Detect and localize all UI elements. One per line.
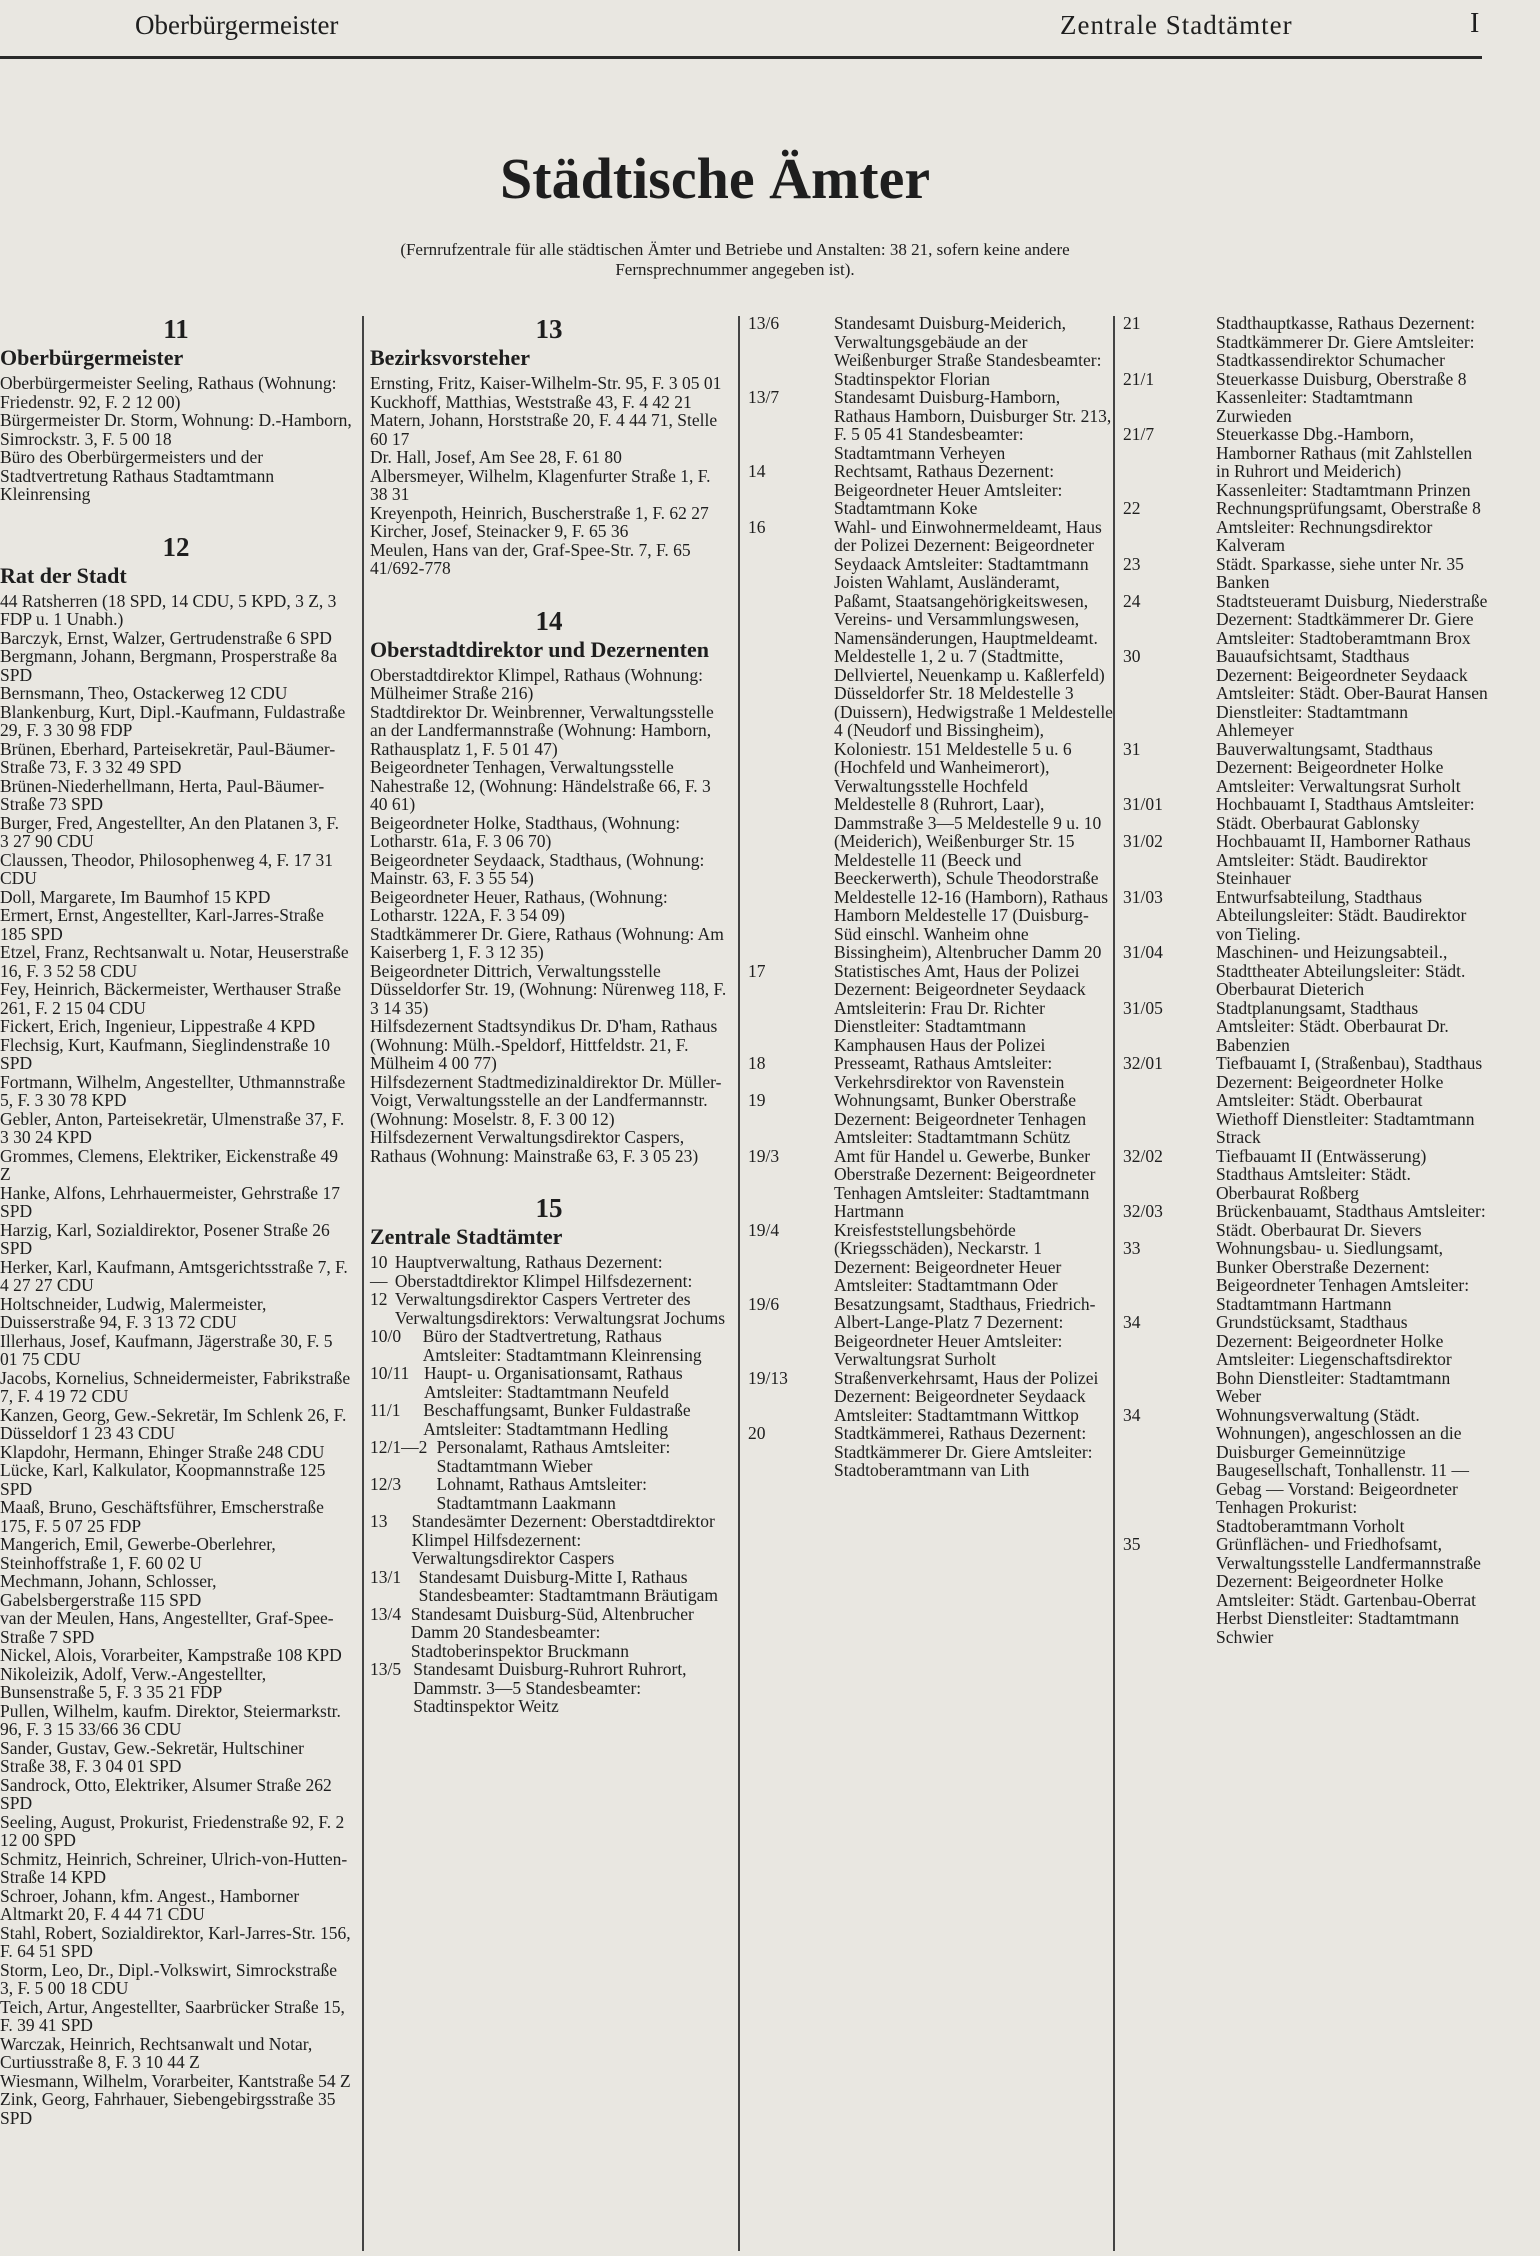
directory-entry: Nickel, Alois, Vorarbeiter, Kampstraße 108 KPD — [0, 1645, 342, 1665]
office-row — [748, 1147, 1113, 1221]
directory-entry: Kanzen, Georg, Gew.-Sekretär, Im Schlenk 26, F. Düsseldorf 1 23 43 CDU — [0, 1404, 347, 1443]
office-code: 30 — [1123, 646, 1141, 666]
directory-entry: Hanke, Alfons, Lehrhauermeister, Gehrstraße 17 SPD — [0, 1182, 340, 1221]
office-row — [1123, 999, 1488, 1055]
directory-entry: Bergmann, Johann, Bergmann, Prosperstraße 8a SPD — [0, 646, 338, 685]
directory-entry: Beigeordneter Seydaack, Stadthaus, (Wohnung: Mainstr. 63, F. 3 55 54) — [370, 849, 705, 888]
directory-entry: Fey, Heinrich, Bäckermeister, Werthauser Straße 261, F. 2 15 04 CDU — [0, 979, 341, 1018]
directory-entry: Stadtdirektor Dr. Weinbrenner, Verwaltungsstelle an der Landfermannstraße (Wohnung: Hamborn, Rathausplatz 1, F. 5 01 47) — [370, 701, 714, 759]
office-text: Entwurfsabteilung, Stadthaus Abteilungsleiter: Städt. Baudirektor von Tieling. — [1216, 886, 1467, 944]
office-row — [748, 962, 1113, 1055]
office-row — [370, 1438, 728, 1475]
directory-entry: Hilfsdezernent Stadtsyndikus Dr. D'ham, Rathaus (Wohnung: Mülh.-Speldorf, Hittfeldstr. 21, F. Mülheim 4 00 77) — [370, 1016, 718, 1073]
office-code: 13/4 — [370, 1603, 402, 1624]
directory-entry: Wiesmann, Wilhelm, Vorarbeiter, Kantstraße 54 Z — [0, 2070, 351, 2091]
column-divider — [1113, 316, 1115, 2251]
page-title: Städtische Ämter — [500, 146, 931, 211]
office-code: 16 — [748, 516, 766, 537]
office-text: Standesamt Duisburg-Süd, Altenbrucher Damm 20 Standesbeamter: Stadtoberinspektor Bruckmann — [410, 1603, 694, 1661]
column-3 — [748, 314, 1113, 1480]
directory-entry: Herker, Karl, Kaufmann, Amtsgerichtsstraße 7, F. 4 27 27 CDU — [0, 1256, 348, 1295]
directory-entry: Nikoleizik, Adolf, Verw.-Angestellter, Bunsenstraße 5, F. 3 35 21 FDP — [0, 1663, 267, 1702]
directory-entry: Stahl, Robert, Sozialdirektor, Karl-Jarres-Str. 156, F. 64 51 SPD — [0, 1922, 351, 1961]
office-text: Steuerkasse Duisburg, Oberstraße 8 Kassenleiter: Stadtamtmann Zurwieden — [1216, 368, 1467, 426]
directory-entry: Claussen, Theodor, Philosophenweg 4, F. 17 31 CDU — [0, 849, 333, 888]
office-code: 12/3 — [370, 1474, 402, 1494]
section-11-title: Oberbürgermeister — [0, 345, 184, 370]
office-text: Standesamt Duisburg-Meiderich, Verwaltungsgebäude an der Weißenburger Straße Standesbeamter: Stadtinspektor Florian — [834, 313, 1102, 389]
office-row — [1123, 795, 1488, 832]
office-row — [1123, 555, 1488, 592]
office-row — [1123, 1406, 1488, 1536]
office-row — [748, 314, 1113, 388]
header-left: Oberbürgermeister — [135, 10, 339, 40]
office-text: Wohnungsbau- u. Siedlungsamt, Bunker Oberstraße Dezernent: Beigeordneter Tenhagen Amtsleiter: Stadtamtmann Hartmann — [1216, 1238, 1470, 1314]
office-code: 32/02 — [1123, 1145, 1163, 1166]
directory-entry: 44 Ratsherren (18 SPD, 14 CDU, 5 KPD, 3 Z, 3 FDP u. 1 Unabh.) — [0, 590, 337, 629]
directory-entry: Kreyenpoth, Heinrich, Buscherstraße 1, F. 62 27 — [370, 502, 709, 523]
office-row — [1123, 499, 1488, 555]
office-text: Bauverwaltungsamt, Stadthaus Dezernent: Beigeordneter Holke Amtsleiter: Verwaltungsrat Surholt — [1216, 738, 1461, 796]
directory-entry: Holtschneider, Ludwig, Malermeister, Duisserstraße 94, F. 3 13 72 CDU — [0, 1293, 267, 1332]
office-code: 13/7 — [748, 387, 780, 407]
directory-entry: Zink, Georg, Fahrhauer, Siebengebirgsstraße 35 SPD — [0, 2089, 336, 2128]
office-code: 18 — [748, 1053, 766, 1073]
section-13-title: Bezirksvorsteher — [370, 345, 531, 370]
office-row — [1123, 1202, 1488, 1239]
column-divider — [362, 316, 364, 2251]
office-code: 32/01 — [1123, 1053, 1163, 1073]
office-row — [1123, 647, 1488, 740]
office-row — [1123, 943, 1488, 999]
directory-entry: Harzig, Karl, Sozialdirektor, Posener Straße 26 SPD — [0, 1219, 330, 1258]
directory-entry: Illerhaus, Josef, Kaufmann, Jägerstraße 30, F. 5 01 75 CDU — [0, 1330, 333, 1369]
directory-entry: Gebler, Anton, Parteisekretär, Ulmenstraße 37, F. 3 30 24 KPD — [0, 1108, 345, 1147]
office-row — [1123, 592, 1488, 648]
directory-entry: van der Meulen, Hans, Angestellter, Graf-Spee-Straße 7 SPD — [0, 1608, 334, 1647]
office-text: Brückenbauamt, Stadthaus Amtsleiter: Städt. Oberbaurat Dr. Sievers — [1216, 1201, 1486, 1240]
office-text: Wahl- und Einwohnermeldeamt, Haus der Polizei Dezernent: Beigeordneter Seydaack Amtsleiter: Stadtamtmann Joisten Wahlamt, Ausländeramt, Paßamt, Staatsangehörigkeitswesen, Vereins- und Versammlungswesen, Namensänderungen, Hauptmeldeamt. Meldestelle 1, 2 u. 7 (Stadtmitte, Dellviertel, Neuenkamp u. Kaßlerfeld) Düsseldorfer Str. 18 Meldestelle 3 (Duissern), Hedwigstraße 1 Meldestelle 4 (Neudorf und Bissingheim), Koloniestr. 151 Meldestelle 5 u. 6 (Hochfeld und Wanheimerort), Verwaltungsstelle Hochfeld Meldestelle 8 (Ruhrort, Laar), Dammstraße 3—5 Meldestelle 9 u. 10 (Meiderich), Weißenburger Str. 15 Meldestelle 11 (Beeck und Beeckerwerth), Schule Theodorstraße Meldestelle 12-16 (Hamborn), Rathaus Hamborn Meldestelle 17 (Duisburg-Süd einschl. Wanheim ohne Bissingheim), Altenbrucher Damm 20 — [834, 516, 1113, 962]
office-row — [1123, 370, 1488, 426]
office-row — [370, 1475, 728, 1512]
office-text: Besatzungsamt, Stadthaus, Friedrich-Albert-Lange-Platz 7 Dezernent: Beigeordneter Heuer Amtsleiter: Verwaltungsrat Surholt — [834, 1293, 1096, 1369]
office-row — [370, 1401, 728, 1438]
office-text: Grünflächen- und Friedhofsamt, Verwaltungsstelle Landfermannstraße Dezernent: Beigeordneter Holke Amtsleiter: Städt. Gartenbau-Oberrat Herbst Dienstleiter: Stadtamtmann Schwier — [1216, 1534, 1481, 1647]
directory-entry: Büro des Oberbürgermeisters und der Stadtvertretung Rathaus Stadtamtmann Kleinrensing — [0, 447, 275, 504]
section-12-title: Rat der Stadt — [0, 562, 127, 588]
office-row — [1123, 1535, 1488, 1646]
directory-entry: Oberstadtdirektor Klimpel, Rathaus (Wohnung: Mülheimer Straße 216) — [370, 664, 703, 703]
office-code: 31/04 — [1123, 942, 1163, 962]
office-row — [748, 1221, 1113, 1295]
office-code: 12/1—2 — [370, 1437, 428, 1457]
directory-entry: Stadtkämmerer Dr. Giere, Rathaus (Wohnung: Am Kaiserberg 1, F. 3 12 35) — [370, 923, 724, 962]
office-row — [748, 1091, 1113, 1147]
office-code: 19/4 — [748, 1219, 780, 1240]
office-code: 11/1 — [370, 1400, 401, 1420]
directory-entry: Brünen-Niederhellmann, Herta, Paul-Bäumer-Straße 73 SPD — [0, 775, 325, 814]
office-row — [748, 1369, 1113, 1425]
office-text: Presseamt, Rathaus Amtsleiter: Verkehrsdirektor von Ravenstein — [834, 1053, 1065, 1092]
office-code: 17 — [748, 960, 766, 981]
office-code: 34 — [1123, 1312, 1141, 1332]
column-1 — [0, 314, 352, 2127]
column-2 — [370, 314, 728, 1716]
office-text: Personalamt, Rathaus Amtsleiter: Stadtamtmann Wieber — [436, 1437, 671, 1476]
office-code: 21/1 — [1123, 368, 1155, 389]
office-text: Haupt- u. Organisationsamt, Rathaus Amtsleiter: Stadtamtmann Neufeld — [423, 1363, 683, 1402]
office-code: 33 — [1123, 1238, 1141, 1258]
directory-entry: Etzel, Franz, Rechtsanwalt u. Notar, Heuserstraße 16, F. 3 52 58 CDU — [0, 942, 349, 981]
office-text: Steuerkasse Dbg.-Hamborn, Hamborner Rathaus (mit Zahlstellen in Ruhrort und Meiderich) Kassenleiter: Stadtamtmann Prinzen — [1216, 424, 1473, 500]
directory-entry: Hilfsdezernent Stadtmedizinaldirektor Dr. Müller-Voigt, Verwaltungsstelle an der Landfermannstr. (Wohnung: Moselstr. 8, F. 3 00 12) — [370, 1071, 722, 1129]
office-text: Straßenverkehrsamt, Haus der Polizei Dezernent: Beigeordneter Seydaack Amtsleiter: Stadtamtmann Wittkop — [834, 1367, 1099, 1425]
section-15-number: 15 — [535, 1193, 563, 1223]
office-row — [748, 1054, 1113, 1091]
office-text: Büro der Stadtvertretung, Rathaus Amtsleiter: Stadtamtmann Kleinrensing — [422, 1326, 702, 1365]
section-13-number: 13 — [535, 314, 563, 344]
directory-entry: Bürgermeister Dr. Storm, Wohnung: D.-Hamborn, Simrockstr. 3, F. 5 00 18 — [0, 410, 352, 449]
office-text: Beschaffungsamt, Bunker Fuldastraße Amtsleiter: Stadtamtmann Hedling — [423, 1400, 691, 1439]
office-row — [748, 388, 1113, 462]
office-row — [1123, 425, 1488, 499]
office-row — [1123, 888, 1488, 944]
office-code: 10—12 — [370, 1252, 388, 1309]
office-text: Hochbauamt I, Stadthaus Amtsleiter: Städt. Oberbaurat Gablonsky — [1216, 794, 1475, 833]
office-code: 19/6 — [748, 1293, 780, 1314]
office-code: 23 — [1123, 553, 1141, 574]
directory-entry: Hilfsdezernent Verwaltungsdirektor Caspers, Rathaus (Wohnung: Mainstraße 63, F. 3 05 23) — [370, 1127, 699, 1166]
office-code: 20 — [748, 1423, 766, 1443]
office-text: Wohnungsamt, Bunker Oberstraße Dezernent: Beigeordneter Tenhagen Amtsleiter: Stadtamtmann Schütz — [834, 1090, 1087, 1147]
office-text: Tiefbauamt I, (Straßenbau), Stadthaus Dezernent: Beigeordneter Holke Amtsleiter: Städt. Oberbaurat Wiethoff Dienstleiter: Stadtamtmann Strack — [1216, 1053, 1483, 1147]
office-code: 13/1 — [370, 1566, 402, 1587]
office-code: 14 — [748, 461, 766, 481]
directory-entry: Sander, Gustav, Gew.-Sekretär, Hultschiner Straße 38, F. 3 04 01 SPD — [0, 1737, 304, 1776]
directory-entry: Dr. Hall, Josef, Am See 28, F. 61 80 — [370, 447, 622, 467]
directory-entry: Bernsmann, Theo, Ostackerweg 12 CDU — [0, 683, 288, 703]
directory-entry: Teich, Artur, Angestellter, Saarbrücker Straße 15, F. 39 41 SPD — [0, 1996, 345, 2035]
office-code: 21 — [1123, 313, 1141, 333]
office-code: 31/01 — [1123, 794, 1163, 814]
office-row — [370, 1568, 728, 1605]
office-row — [370, 1660, 728, 1716]
office-row — [1123, 1239, 1488, 1313]
office-text: Stadthauptkasse, Rathaus Dezernent: Stadtkämmerer Dr. Giere Amtsleiter: Stadtkassendirektor Schumacher — [1216, 313, 1476, 370]
entry-list — [0, 592, 352, 2128]
entry-list — [0, 374, 352, 504]
office-text: Hochbauamt II, Hamborner Rathaus Amtsleiter: Städt. Baudirektor Steinhauer — [1216, 831, 1471, 888]
office-code: 19/13 — [748, 1367, 788, 1388]
directory-entry: Doll, Margarete, Im Baumhof 15 KPD — [0, 886, 271, 907]
office-code: 19/3 — [748, 1145, 780, 1166]
directory-entry: Seeling, August, Prokurist, Friedenstraße 92, F. 2 12 00 SPD — [0, 1811, 345, 1850]
directory-entry: Sandrock, Otto, Elektriker, Alsumer Straße 262 SPD — [0, 1774, 332, 1813]
directory-entry: Mangerich, Emil, Gewerbe-Oberlehrer, Steinhoffstraße 1, F. 60 02 U — [0, 1534, 276, 1573]
office-text: Tiefbauamt II (Entwässerung) Stadthaus Amtsleiter: Städt. Oberbaurat Roßberg — [1216, 1145, 1427, 1203]
telephone-note: (Fernrufzentrale für alle städtischen Ämter und Betriebe und Anstalten: 38 21, sofern keine andere Fernsprechnummer angegeben ist). — [400, 240, 1070, 279]
directory-entry: Schroer, Johann, kfm. Angest., Hamborner Altmarkt 20, F. 4 44 71 CDU — [0, 1885, 300, 1924]
directory-entry: Beigeordneter Dittrich, Verwaltungsstelle Düsseldorfer Str. 19, (Wohnung: Nürenweg 118, F. 3 14 35) — [370, 960, 727, 1018]
directory-entry: Lücke, Karl, Kalkulator, Koopmannstraße 125 SPD — [0, 1460, 326, 1499]
office-code: 10/0 — [370, 1326, 402, 1346]
office-text: Rechnungsprüfungsamt, Oberstraße 8 Amtsleiter: Rechnungsdirektor Kalveram — [1216, 498, 1481, 555]
section-12-number: 12 — [162, 531, 190, 562]
entry-list — [370, 374, 728, 578]
office-text: Lohnamt, Rathaus Amtsleiter: Stadtamtmann Laakmann — [436, 1474, 647, 1513]
directory-entry: Albersmeyer, Wilhelm, Klagenfurter Straße 1, F. 38 31 — [370, 465, 711, 504]
column-divider — [738, 316, 740, 2251]
office-row — [1123, 1054, 1488, 1147]
section-15-title: Zentrale Stadtämter — [370, 1224, 563, 1249]
office-text: Standesämter Dezernent: Oberstadtdirektor Klimpel Hilfsdezernent: Verwaltungsdirektor Caspers — [411, 1511, 715, 1568]
office-text: Grundstücksamt, Stadthaus Dezernent: Beigeordneter Holke Amtsleiter: Liegenschaftsdirektor Bohn Dienstleiter: Stadtamtmann Weber — [1216, 1312, 1452, 1406]
office-code: 34 — [1123, 1404, 1141, 1425]
office-row — [1123, 314, 1488, 370]
directory-entry: Kircher, Josef, Steinacker 9, F. 65 36 — [370, 521, 629, 541]
office-text: Standesamt Duisburg-Mitte I, Rathaus Standesbeamter: Stadtamtmann Bräutigam — [418, 1566, 718, 1605]
column-4 — [1123, 314, 1488, 1646]
office-row — [1123, 832, 1488, 888]
directory-entry: Ermert, Ernst, Angestellter, Karl-Jarres-Straße 185 SPD — [0, 905, 324, 944]
office-row — [748, 462, 1113, 518]
office-text: Wohnungsverwaltung (Städt. Wohnungen), angeschlossen an die Duisburger Gemeinnützige Baugesellschaft, Tonhallenstr. 11 — Gebag — Vorstand: Beigeordneter Tenhagen Prokurist: Stadtoberamtmann Vorholt — [1216, 1404, 1469, 1536]
office-text: Stadtplanungsamt, Stadthaus Amtsleiter: Städt. Oberbaurat Dr. Babenzien — [1216, 997, 1449, 1055]
office-row — [1123, 1313, 1488, 1406]
office-row — [370, 1327, 728, 1364]
directory-entry: Matern, Johann, Horststraße 20, F. 4 44 71, Stelle 60 17 — [370, 410, 718, 449]
office-row — [370, 1253, 728, 1327]
office-code: 31/03 — [1123, 886, 1163, 907]
entry-list — [370, 666, 728, 1166]
office-code: 10/11 — [370, 1363, 410, 1383]
directory-entry: Beigeordneter Holke, Stadthaus, (Wohnung: Lotharstr. 61a, F. 3 06 70) — [370, 812, 681, 851]
office-text: Hauptverwaltung, Rathaus Dezernent: Oberstadtdirektor Klimpel Hilfsdezernent: Verwaltungsdirektor Caspers Vertreter des Verwaltungsdirektors: Verwaltungsrat Jochums — [394, 1252, 726, 1328]
office-code: 13 — [370, 1511, 388, 1531]
directory-entry: Blankenburg, Kurt, Dipl.-Kaufmann, Fuldastraße 29, F. 3 30 98 FDP — [0, 701, 346, 740]
office-text: Bauaufsichtsamt, Stadthaus Dezernent: Beigeordneter Seydaack Amtsleiter: Städt. Ober-Baurat Hansen Dienstleiter: Stadtamtmann Ahlemeyer — [1216, 646, 1488, 740]
directory-entry: Meulen, Hans van der, Graf-Spee-Str. 7, F. 65 41/692-778 — [370, 539, 691, 578]
office-row — [1123, 1147, 1488, 1203]
directory-entry: Beigeordneter Tenhagen, Verwaltungsstelle Nahestraße 12, (Wohnung: Händelstraße 66, F. 3 40 61) — [370, 757, 711, 814]
section-11-number: 11 — [163, 314, 189, 344]
office-code: 35 — [1123, 1534, 1141, 1554]
directory-entry: Brünen, Eberhard, Parteisekretär, Paul-Bäumer-Straße 73, F. 3 32 49 SPD — [0, 738, 336, 777]
office-code: 31/05 — [1123, 997, 1163, 1018]
office-row — [370, 1605, 728, 1661]
directory-entry: Mechmann, Johann, Schlosser, Gabelsbergerstraße 115 SPD — [0, 1571, 217, 1610]
directory-entry: Ernsting, Fritz, Kaiser-Wilhelm-Str. 95, F. 3 05 01 — [370, 373, 722, 393]
directory-entry: Barczyk, Ernst, Walzer, Gertrudenstraße 6 SPD — [0, 627, 332, 648]
office-code: 31/02 — [1123, 831, 1163, 851]
directory-entry: Fickert, Erich, Ingenieur, Lippestraße 4 KPD — [0, 1016, 316, 1036]
directory-entry: Warczak, Heinrich, Rechtsanwalt und Notar, Curtiusstraße 8, F. 3 10 44 Z — [0, 2033, 313, 2072]
page-number: I — [1470, 8, 1480, 39]
office-text: Rechtsamt, Rathaus Dezernent: Beigeordneter Heuer Amtsleiter: Stadtamtmann Koke — [834, 461, 1063, 518]
office-row — [748, 1295, 1113, 1369]
office-row — [370, 1364, 728, 1401]
office-table — [370, 1253, 728, 1716]
office-text: Standesamt Duisburg-Ruhrort Ruhrort, Dammstr. 3—5 Standesbeamter: Stadtinspektor Weitz — [413, 1659, 687, 1716]
office-text: Amt für Handel u. Gewerbe, Bunker Oberstraße Dezernent: Beigeordneter Tenhagen Amtsleiter: Stadtamtmann Hartmann — [834, 1145, 1096, 1221]
office-row — [748, 518, 1113, 962]
directory-entry: Fortmann, Wilhelm, Angestellter, Uthmannstraße 5, F. 3 30 78 KPD — [0, 1071, 346, 1110]
office-code: 32/03 — [1123, 1201, 1163, 1221]
page-header — [0, 0, 1482, 59]
directory-entry: Schmitz, Heinrich, Schreiner, Ulrich-von-Hutten-Straße 14 KPD — [0, 1848, 348, 1887]
header-right: Zentrale Stadtämter — [1060, 10, 1293, 40]
office-code: 19 — [748, 1090, 766, 1110]
office-code: 24 — [1123, 590, 1141, 611]
directory-entry: Oberbürgermeister Seeling, Rathaus (Wohnung: Friedenstr. 92, F. 2 12 00) — [0, 373, 337, 412]
directory-entry: Grommes, Clemens, Elektriker, Eickenstraße 49 Z — [0, 1145, 339, 1184]
directory-entry: Maaß, Bruno, Geschäftsführer, Emscherstraße 175, F. 5 07 25 FDP — [0, 1497, 324, 1536]
directory-entry: Pullen, Wilhelm, kaufm. Direktor, Steiermarkstr. 96, F. 3 15 33/66 36 CDU — [0, 1700, 341, 1739]
directory-entry: Jacobs, Kornelius, Schneidermeister, Fabrikstraße 7, F. 4 19 72 CDU — [0, 1367, 351, 1406]
office-row — [748, 1424, 1113, 1480]
directory-entry: Kuckhoff, Matthias, Weststraße 43, F. 4 42 21 — [370, 391, 692, 412]
office-row — [1123, 740, 1488, 796]
directory-entry: Storm, Leo, Dr., Dipl.-Volkswirt, Simrockstraße 3, F. 5 00 18 CDU — [0, 1959, 338, 1998]
office-text: Kreisfeststellungsbehörde (Kriegsschäden), Neckarstr. 1 Dezernent: Beigeordneter Heuer Amtsleiter: Stadtamtmann Oder — [834, 1219, 1062, 1295]
office-code: 22 — [1123, 498, 1141, 518]
office-text: Statistisches Amt, Haus der Polizei Dezernent: Beigeordneter Seydaack Amtsleiterin: Frau Dr. Richter Dienstleiter: Stadtamtmann Kamphausen Haus der Polizei — [834, 960, 1086, 1055]
office-text: Stadtkämmerei, Rathaus Dezernent: Stadtkämmerer Dr. Giere Amtsleiter: Stadtoberamtmann van Lith — [834, 1423, 1093, 1480]
office-text: Städt. Sparkasse, siehe unter Nr. 35 Banken — [1216, 553, 1464, 592]
section-14-title: Oberstadtdirektor und Dezernenten — [370, 636, 709, 662]
office-code: 13/5 — [370, 1659, 402, 1679]
office-code: 31 — [1123, 738, 1141, 759]
office-code: 13/6 — [748, 313, 780, 333]
office-code: 21/7 — [1123, 424, 1155, 444]
directory-entry: Flechsig, Kurt, Kaufmann, Sieglindenstraße 10 SPD — [0, 1034, 331, 1073]
section-14-number: 14 — [535, 605, 563, 636]
office-row — [370, 1512, 728, 1568]
directory-entry: Klapdohr, Hermann, Ehinger Straße 248 CDU — [0, 1441, 325, 1462]
office-text: Maschinen- und Heizungsabteil., Stadttheater Abteilungsleiter: Städt. Oberbaurat Dieterich — [1216, 942, 1466, 999]
directory-entry: Beigeordneter Heuer, Rathaus, (Wohnung: Lotharstr. 122A, F. 3 54 09) — [370, 886, 668, 925]
office-text: Stadtsteueramt Duisburg, Niederstraße Dezernent: Stadtkämmerer Dr. Giere Amtsleiter: Stadtoberamtmann Brox — [1216, 590, 1488, 648]
directory-entry: Burger, Fred, Angestellter, An den Platanen 3, F. 3 27 90 CDU — [0, 812, 340, 851]
office-text: Standesamt Duisburg-Hamborn, Rathaus Hamborn, Duisburger Str. 213, F. 5 05 41 Standesbeamter: Stadtamtmann Verheyen — [834, 387, 1112, 463]
